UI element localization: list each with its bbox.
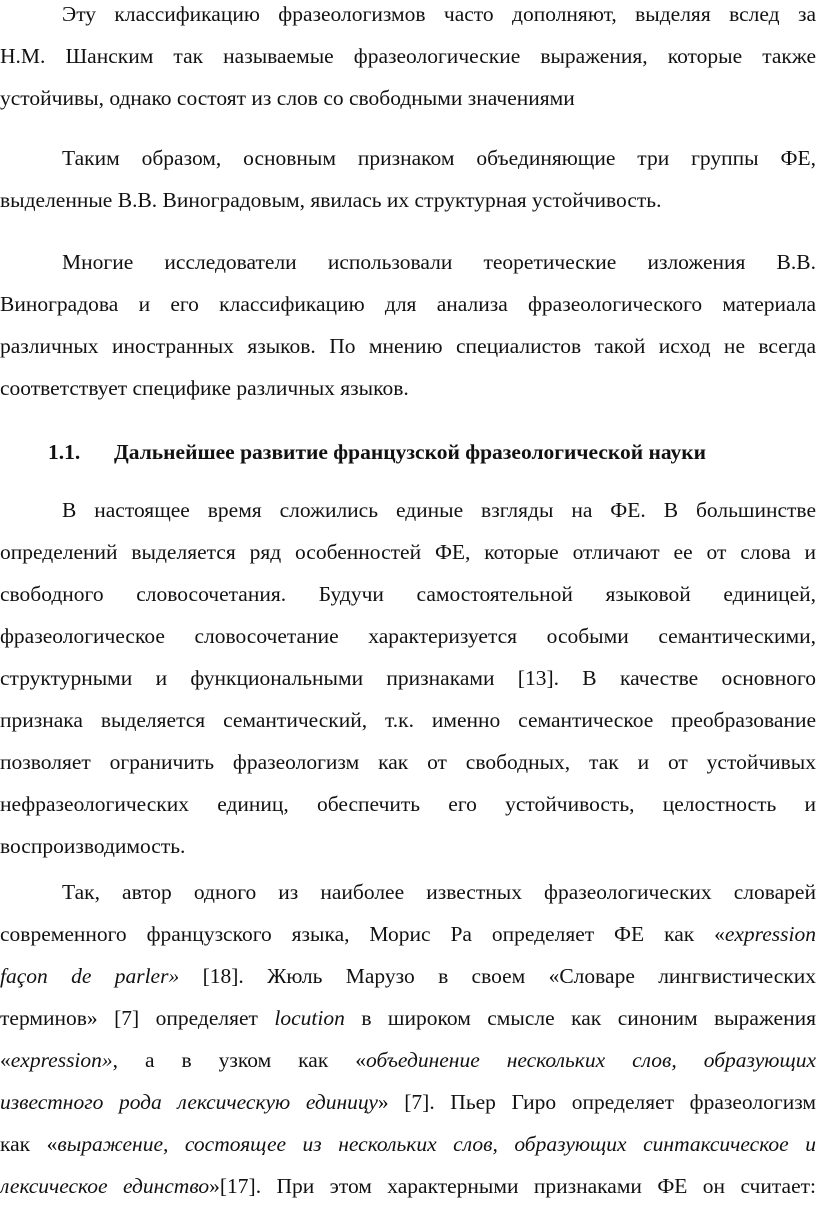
italic-run: объединение нескольких слов, образующих — [366, 1048, 816, 1072]
text-line — [0, 922, 816, 952]
italic-run: выражение, состоящее из нескольких слов, образующих синтаксическое и — [57, 1132, 816, 1156]
text-run: Так, автор одного из наиболее известных фразеологических словарей — [62, 880, 816, 904]
italic-run: лексическое единство — [0, 1174, 210, 1198]
text-line: воспроизводимость. — [0, 834, 186, 858]
text-run: »[17]. При этом характерными признаками ФЕ он считает: — [209, 1174, 816, 1198]
text-line: признака выделяется семантический, т.к. именно семантическое преобразование — [0, 708, 816, 732]
text-line: Таким образом, основным признаком объединяющие три группы ФЕ, — [62, 146, 816, 170]
text-line — [0, 964, 816, 994]
section-number: 1.1. — [48, 440, 81, 464]
text-line — [0, 880, 816, 910]
italic-run: expression» — [10, 1048, 113, 1072]
text-run: [18]. Жюль Марузо в своем «Словаре лингвистических — [179, 964, 816, 988]
text-line: устойчивы, однако состоят из слов со свободными значениями — [0, 86, 575, 110]
text-line — [0, 1006, 816, 1036]
text-run: » [7]. Пьер Гиро определяет фразеологизм — [377, 1090, 816, 1114]
text-run: в широком смысле как синоним выражения — [344, 1006, 816, 1030]
section-heading — [48, 440, 706, 465]
italic-run: expression — [724, 922, 816, 946]
text-line — [0, 1132, 816, 1162]
text-line: фразеологическое словосочетание характеризуется особыми семантическими, — [0, 624, 816, 648]
text-line: выделенные В.В. Виноградовым, явилась их структурная устойчивость. — [0, 188, 662, 212]
text-line: различных иностранных языков. По мнению специалистов такой исход не всегда — [0, 334, 816, 358]
text-run: « — [0, 1048, 11, 1072]
section-title: Дальнейшее развитие французской фразеологической науки — [114, 440, 707, 464]
text-line: Многие исследователи использовали теоретические изложения В.В. — [62, 250, 816, 274]
text-line: Эту классификацию фразеологизмов часто дополняют, выделяя вслед за — [62, 2, 816, 26]
text-line: Виноградова и его классификацию для анализа фразеологического материала — [0, 292, 816, 316]
text-line: определений выделяется ряд особенностей ФЕ, которые отличают ее от слова и — [0, 540, 816, 564]
text-run: как « — [0, 1132, 58, 1156]
text-line: позволяет ограничить фразеологизм как от свободных, так и от устойчивых — [0, 750, 816, 774]
text-line: свободного словосочетания. Будучи самостоятельной языковой единицей, — [0, 582, 816, 606]
text-run: терминов» [7] определяет — [0, 1006, 275, 1030]
text-line: нефразеологических единиц, обеспечить его устойчивость, целостность и — [0, 792, 816, 816]
text-line: структурными и функциональными признаками [13]. В качестве основного — [0, 666, 816, 690]
italic-run: известного рода лексическую единицу — [0, 1090, 378, 1114]
text-line: В настоящее время сложились единые взгляды на ФЕ. В большинстве — [62, 498, 816, 522]
italic-run: locution — [274, 1006, 345, 1030]
text-run: современного французского языка, Морис Ра определяет ФЕ как « — [0, 922, 725, 946]
text-line: Н.М. Шанским так называемые фразеологические выражения, которые также — [0, 44, 816, 68]
italic-run: façon de parler» — [0, 964, 180, 988]
text-line — [0, 1048, 816, 1078]
text-run: , а в узком как « — [112, 1048, 367, 1072]
text-line — [0, 1090, 816, 1120]
text-line: соответствует специфике различных языков. — [0, 376, 409, 400]
text-line — [0, 1174, 816, 1204]
